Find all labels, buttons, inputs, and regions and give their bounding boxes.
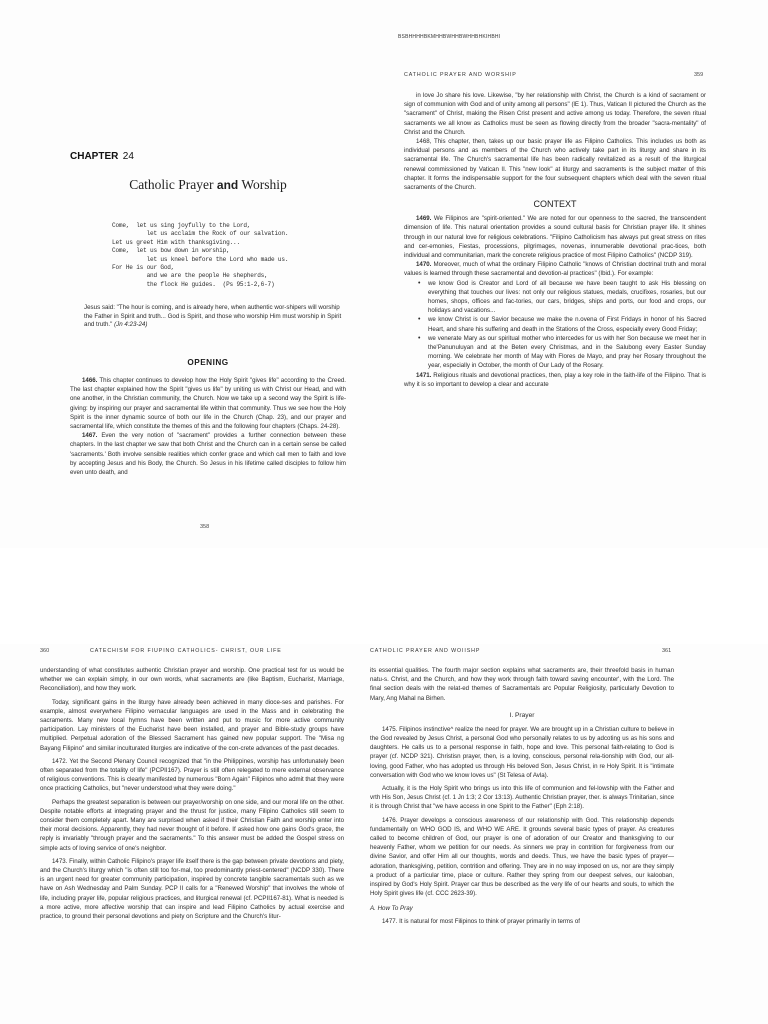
paragraph-1471: 1471. Religious rituals and devotional practices, then, play a key role in the faith-life of the Filipino. That is why it is so important to develop a clear and accurate xyxy=(404,371,706,388)
poem-line: let us acclaim the Rock of our salvation. xyxy=(112,230,289,238)
paragraph-1476: 1476. Prayer develops a conscious awareness of our relationship with God. This relationship depends fundamentally on WHO GOD IS, and WHO WE ARE. It grounds several basic types of prayer. As creatures called to become children of God, our prayer is one of adoration of our Creator and thanksgiving to our heavenly Father, whom we petition for our needs. As sinners we pray in contrition for forgiveness from our divine Savior, and offer Him all our thoughts, words and deeds. Thus, we have the basic types of prayer—adoration, thanksgiving, petition, contrition and offering. They are in no way imposed on us, nor are they simply a product of a particular time, place or culture. Rather they spring from our deepest selves, our kalooban, inspired by God's Holy Spirit. Prayer car thus be described as the very life of our hearts and souls, to which the Holy Spirit gives life (cf. CCC 2623-39). xyxy=(370,816,674,898)
poem-line: and we are the people He shepherds, xyxy=(112,272,268,280)
page-360-body xyxy=(40,666,344,921)
opening-poem xyxy=(112,222,288,289)
chapter-heading xyxy=(70,146,134,164)
paragraph-1475: 1475. Filipinos instinctive^ realize the need for prayer. We are brought up in a Christian culture to believe in the God revealed by Jesus Christ, a personal God who personally relates to us by adcoting us as his sons and daughters. He calls us to a personal response in faith, hope and love. This personal faith-relating to God is prayer (cf. NCDP 321). Christisn prayer, then, is a loving, conscious, personal rela-tionship with God, our all-loving, good Father, who has adopted us through His beloved Son, Jesus Christ, in re Holy Spirit. It is "intimate conversation with God who we know loves us" (St Telesa of Avla). xyxy=(370,725,674,779)
paragraph-1470: 1470. Moreover, much of what the ordinary Filipino Catholic "knows of Christian doctrinal truth and moral values is learned through these sacramental and devotion-al practices" (Ibid.). For example: xyxy=(404,261,706,278)
opening-heading: OPENING xyxy=(187,358,229,367)
poem-line: For He is our God, xyxy=(112,264,175,272)
paragraph-continued: in love Jo share his love. Likewise, "by her relationship with Christ, the Church is a kind of sacrament or sign of communion with God and of unity among all persons" (lE 1). Thus, Vatican II pictured the Church as the "sacrament" of Christ, making the Risen Crist present and active among us today. Therefore, the seven ritual sacraments we all know as Catholics must be seen as flowing directly from the broader "sacra-mentality" of Christ and the Church. xyxy=(404,92,706,136)
running-head-360: CATECHISM FOR FIUPINO CATHOLICS- CHRIST, OUR LIFE xyxy=(90,648,282,654)
list-item: • we know God is Creator and Lord of all because we have been taught to ask His blessing on everything that touches our lives: not only our religious statues, medals, crucifixes, rosaries, but our homes, shops, offices and fac-tories, our cars, bridges, ships and ports, our food and crops, our holidays and vacations... xyxy=(416,279,706,316)
paragraph-1467: 1467. Even the very notion of "sacrament" provides a further connection between these chapters. In the last chapter we saw that both Christ and the Church can in a certain sense be called 'sacraments.' Both involve sensible realities which confer grace and which call men to faith and love by accepting Jesus and his Body, the Church. So Jesus in his lifetime called disciples to follow him even unto death, and xyxy=(70,432,346,477)
paragraph-continued: understanding of what constitutes authentic Christian prayer and worship. One practical test for us would be whether we can explain simply, in our own words, what sacraments are (like Baptism, Eucharist, Marriage, Reconciliation), and how they work. xyxy=(40,667,344,693)
paragraph-1468: 1468, This chapter, then, takes up our basic prayer life as Filipino Catholics. This includes us both as individual persons and as members of the Church who actively take part in its liturgy and share in its sacramental life. The Church's sacramental life has been radically revitalized as a result of the liturgical renewal commissioned by Vatican II. This "new look" at liturgy and sacraments is the subject matter of this chapter. It forms the indispensable support for the four subsequent chapters which deal with the seven ritual sacraments of the Church. xyxy=(404,138,706,192)
running-head-359: CATHOLIC PRAYER AND WORSHIP xyxy=(404,72,517,78)
opening-text xyxy=(70,376,346,477)
page-number-360: 360 xyxy=(40,648,50,654)
paragraph-today: Today, significant gains in the liturgy have already been achieved in many dioce-ses and parishes. For example, almost everywhere Filipino vernacular languages are used in the Mass and in celebrating the sacraments. Many new local hymns have been written and put to music for more active community participation. Lay ministers of the Eucharist have been installed, and prayer and Bible-study groups have multiplied. Perpetual adoration of the Blessed Sacrament has gained new popular support. The "Misa ng Bayang Filipino" and similar inculturated liturgies are indicative of the con-crete advances of the past decades. xyxy=(40,698,344,752)
page-359-body xyxy=(404,91,706,389)
paragraph-actually: Actually, it is the Holy Spirit who brings us into this life of communion and fel-lowship with the Father and vrth His Son, Jesus Christ (cf. 1 Jn 1:3; 2 Cor 13:13). Authentic Christian prayer, ther. is always Trinitarian, since it is through Christ that "we have access in one Spirit to the Father" (Eph 2:18). xyxy=(370,785,674,811)
chapter-label: CHAPTER xyxy=(70,151,119,162)
paragraph-1469: 1469. We Filipinos are "spirit-oriented." We are noted for our openness to the sacred, the transcendent dimension of life. This natural orientation provides a sound cultural basis for Christian prayer life. It shines through in our natural love for religious celebrations. "Filipino Catholicism has always put great stress on rites and cer-emonies, Fiestas, processions, pilgrimages, novenas, innumerable devotional prac-tices, both individual and communitarian, mark the concrete religious practice of most Filipino Catholics" (NCDP 319). xyxy=(404,215,706,260)
paragraph-perhaps: Perhaps the greatest separation is between our prayer/worship on one side, and our moral life on the other. Despite notable efforts at integrating prayer and the thrust for justice, many Filipino Catholics still seem to consider them completely apart. Many are surprised when asked if their Christian Faith and worship enter into their moral decisions. Apparently, they had never thought of it before. If asked how one gains God's grace, the reply is invariably "through prayer and the sacraments." To this answer must be added the Gospel stress on simple acts of loving service of one's neighbor. xyxy=(40,798,344,852)
poem-line: Let us greet Him with thanksgiving... xyxy=(112,238,240,246)
subheading-how-to-pray: A. How To Pray xyxy=(370,905,413,913)
paragraph-continued: its essential qualities. The fourth major section explains what sacraments are, their threefold basis in human natu-s. Christ, and the Church, and how they work through faith toward saving encounter', with the Lord. The final section deals with the relat-ed themes of Sacramentals arc Popular Religiosity, particularly Devotion to Mary, Ang Mahal na Birhen. xyxy=(370,667,674,702)
paragraph-1473: 1473. Finally, within Catholic Filipino's prayer life itself there is the gap between private devotions and piety, and the Church's liturgy which "is often still too for-mal, too predominantly priest-centered" (NCDP 330). There is an urgent need for greater community participation, inspired by concrete tangible sacramentals such as we have on Ash Wednesday and Palm Sunday. PCP II calls for a "Renewed Worship" that involves the whole of life, including prayer life, popular religious practices, and liturgical renewal (cf. PCPII167-81). What is needed is a more active, more affective worship that can inspire and lead Filipino Catholics by actual exercise and practice, to ground their personal devotions and piety on Scripture and the Church's litur- xyxy=(40,857,344,921)
section-heading-prayer: I. Prayer xyxy=(509,711,535,719)
poem-line: the flock He guides. (Ps 95:1-2,6-7) xyxy=(112,280,275,288)
poem-line: Come, let us sing joyfully to the Lord, xyxy=(112,222,251,229)
paragraph-1472: 1472. Yet the Second Plenary Council recognized that "in the Philippines, worship has unfortunately been often separated from the totality of life" (PCPII167). Prayer is still often relegated to mere external observance of religious conventions. This is clearly manifested by numerous "Born Again" Filipinos who admit that they were once practicing Catholics, but "never understood what they were doing." xyxy=(40,757,344,793)
chapter-title: Catholic Prayer and Worship xyxy=(129,177,287,192)
running-head-361: CATHOLIC PRAYER AND WOIISHP xyxy=(370,648,481,654)
opening-quote: Jesus said: "The hour is coming, and is already here, when authentic wor-shipers will worship the Father in Spirit and truth... God is Spirit, and those who worship Him must worship in Spirit and truth." (Jn 4:23-24) xyxy=(84,304,342,329)
list-item: • we venerate Mary as our spiritual mother who intercedes for us with her Son because we meet her in the'Panunuluyan and at the Beten every Christmas, and in the Salubong every Easter Sunday morning. We celebrate her month of May with Flores de Mayo, and pray her Rosary throughout the year, especially in October, the month of Our Lady of the Rosary. xyxy=(416,334,706,371)
page-number-358: 358 xyxy=(200,524,210,530)
list-item: • we know Christ is our Savior because we make the n.ovena of First Fridays in honor of his Sacred Heart, and share his suffering and death in the Stations of the Cross, especially every Good Friday; xyxy=(416,315,706,333)
poem-line: Come, let us bow down in worship, xyxy=(112,247,230,255)
page-number-361: 361 xyxy=(662,648,672,654)
scan-header: BSBHHHHBKMHHBWHHBWHHBHKIHBHI xyxy=(398,34,501,40)
chapter-number: 24 xyxy=(122,151,134,162)
page-gap xyxy=(0,548,768,644)
context-heading: CONTEXT xyxy=(533,199,577,210)
example-list xyxy=(416,279,706,371)
paragraph-1477: 1477. It is natural for most Filipinos to think of prayer primarily in terms of xyxy=(382,918,580,926)
paragraph-1466: 1466. This chapter continues to develop how the Holy Spirit "gives life" according to the Creed. The last chapter explained how the Spirit "gives us life" by uniting us with Christ our Head, and with one another, in the Christian community, the Church. Now we take up a second way the Spirit is life-giving: by inspiring our prayer and sacramental life within that community. Thus we see how the Holy Spirit is the inner dynamic source of both our life in the Church (Chap. 23), and our prayer and sacramental life, which constitute the themes of this and the following four chapters (Chaps. 24-28). xyxy=(70,377,346,431)
poem-line: let us kneel before the Lord who made us. xyxy=(112,255,289,263)
page-361-body xyxy=(370,666,674,927)
page-number-359: 359 xyxy=(694,72,704,78)
